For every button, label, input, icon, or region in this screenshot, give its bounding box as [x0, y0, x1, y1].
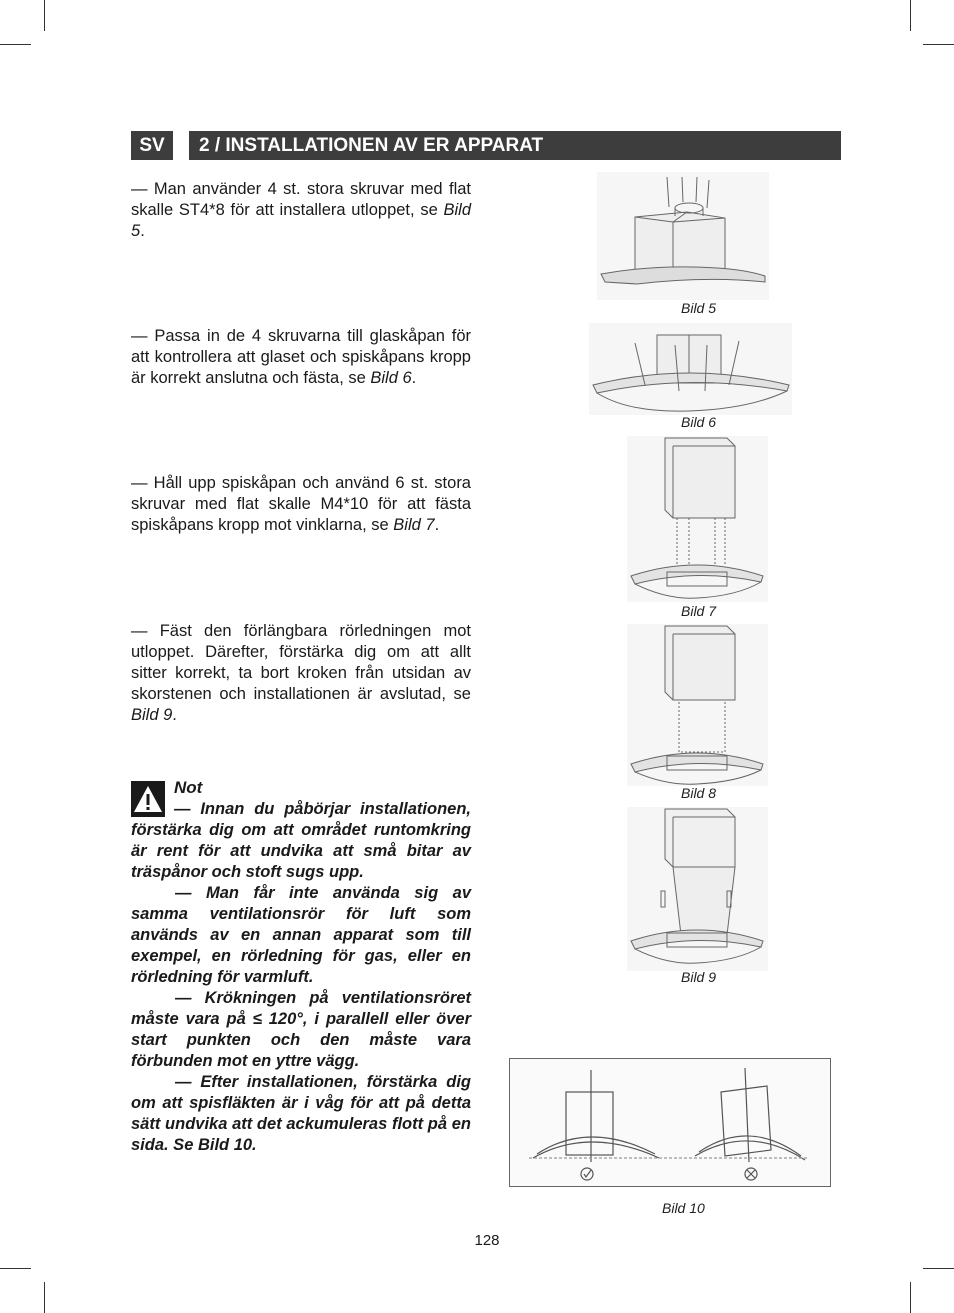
note-item: — Innan du påbörjar installationen, förstärka dig om att området runtomkring är rent för att undvika att små bitar av träspånor och stoft sugs upp. [131, 800, 471, 881]
note-item: — Efter installationen, förstärka dig om att spisfläkten är i våg för att på detta sätt undvika att det ackumuleras flott på en sida. Se Bild 10. [131, 1073, 471, 1154]
crop-mark [0, 1268, 31, 1269]
figure-bild-5 [597, 172, 769, 300]
caption-bild-5: Bild 5 [681, 300, 717, 316]
note-title: Not [174, 778, 203, 797]
crop-mark [923, 1268, 954, 1269]
crop-mark [44, 0, 45, 31]
figure-bild-9 [627, 807, 768, 971]
crop-mark [0, 44, 31, 45]
figure-bild-8 [627, 624, 768, 786]
language-badge: SV [131, 131, 173, 160]
figure-bild-6 [589, 323, 792, 415]
caption-bild-10: Bild 10 [662, 1200, 705, 1216]
figure-bild-7 [627, 436, 768, 602]
note-item: — Krökningen på ventilationsröret måste vara på ≤ 120°, i parallell eller över start punkten och den måste vara förbunden mot en yttre vägg. [131, 989, 471, 1070]
page-number: 128 [474, 1232, 500, 1249]
note-item: — Man får inte använda sig av samma ventilationsrör för luft som används av en annan apparat som till exempel, en rörledning för gas, eller en rörledning för varmluft. [131, 884, 471, 986]
caption-bild-6: Bild 6 [681, 414, 717, 430]
paragraph-3: — Håll upp spiskåpan och använd 6 st. stora skruvar med flat skalle M4*10 för att fästa spiskåpans kropp mot vinklarna, se Bild 7. [131, 474, 471, 534]
caption-bild-9: Bild 9 [681, 969, 717, 985]
figure-bild-10 [509, 1058, 831, 1187]
paragraph-2: — Passa in de 4 skruvarna till glaskåpan för att kontrollera att glaset och spiskåpans kropp är korrekt anslutna och fästa, se Bild 6. [131, 327, 471, 387]
crop-mark [44, 1282, 45, 1313]
crop-mark [910, 0, 911, 31]
note-body [131, 799, 471, 1156]
paragraph-1: — Man använder 4 st. stora skruvar med flat skalle ST4*8 för att installera utloppet, se Bild 5. [131, 180, 471, 240]
caption-bild-8: Bild 8 [681, 785, 717, 801]
paragraph-4: — Fäst den förlängbara rörledningen mot utloppet. Därefter, förstärka dig om att allt sitter korrekt, ta bort kroken från utsidan av skorstenen och installationen är avslutad, se Bild 9. [131, 622, 471, 724]
section-title: 2 / INSTALLATIONEN AV ER APPARAT [189, 131, 841, 160]
crop-mark [910, 1282, 911, 1313]
caption-bild-7: Bild 7 [681, 603, 717, 619]
crop-mark [923, 44, 954, 45]
